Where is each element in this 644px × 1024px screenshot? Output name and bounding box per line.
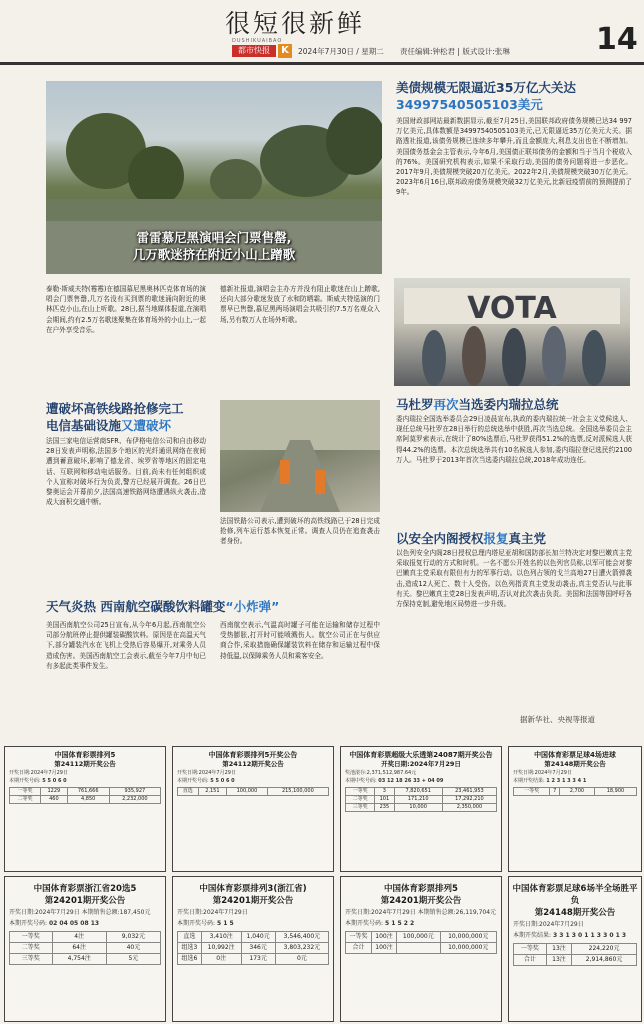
- lottery-notice: [340, 876, 502, 1022]
- lottery-issue: 第24148期开奖公告: [544, 760, 606, 768]
- table-cell: 直选: [178, 788, 199, 796]
- table-cell: 13注: [546, 955, 571, 966]
- table-cell: 一等奖: [10, 788, 41, 796]
- lottery-issue: 第24112期开奖公告: [54, 760, 116, 768]
- table-row: [10, 943, 161, 954]
- winning-numbers: 02 04 05 08 13: [48, 920, 100, 927]
- editor-credits: 责任编辑:钟松君 | 版式设计:张琳: [400, 47, 510, 56]
- lottery-issue: 第24201期开奖公告: [212, 896, 294, 906]
- article-body: 法国三家电信运营商SFR、布伊格电信公司和自由移动28日发表声明称,法国多个地区的光纤通讯网络在夜间遭到蓄意破坏,影响了德龙省、埃罗省等地区的固定电话、互联网和移动电话服务。目前,尚未有任何组织或个人宣称对破坏行为负责,警方已经展开调查。26日巴黎奥运会开幕前夕,法国高速铁路网络遭遇纵火袭击,造成大面积交通中断。: [46, 437, 206, 507]
- table-cell: 4,850: [67, 796, 109, 804]
- lottery-date: 开奖日期:2024年7月29日: [513, 921, 584, 928]
- table-cell: 346元: [241, 943, 275, 954]
- winning-numbers: 03 12 18 26 33 + 04 09: [378, 778, 444, 784]
- table-cell: 3,410注: [201, 932, 241, 943]
- winning-numbers: 5 5 0 6 0: [42, 778, 67, 784]
- article-headline: [46, 598, 382, 615]
- table-cell: 7: [550, 788, 560, 796]
- table-cell: 1229: [41, 788, 68, 796]
- table-cell: 3,803,232元: [275, 943, 328, 954]
- lottery-issue: 第24148期开奖公告: [534, 908, 616, 918]
- table-cell: 2,914,860元: [572, 955, 637, 966]
- headline-text: 真主党: [508, 531, 547, 546]
- article-body: 德新社报道,演唱会主办方并没有阻止歌迷在山上蹭歌,还向大部分歌迷发放了水和防晒霜。斯威夫特巡演的门票早已售罄,慕尼黑两场演唱会共吸引约7.5万名观众入场,另有数万人在场外听歌。: [220, 285, 380, 324]
- table-cell: 10,000,000元: [440, 932, 496, 943]
- headline-line1: 遭破坏高铁线路抢修完工: [46, 401, 184, 416]
- table-cell: 0注: [201, 954, 241, 965]
- table-row: [10, 788, 161, 796]
- winning-numbers: 5 1 5: [216, 920, 234, 927]
- page-number: 14: [596, 22, 638, 57]
- lottery-title: 中国体育彩票浙江省20选5: [33, 884, 137, 894]
- lottery-notice: [4, 746, 166, 872]
- numbers-label: 本期开奖号码:: [177, 920, 216, 927]
- headline-highlight: “小炸弹”: [225, 599, 280, 614]
- table-cell: 一等奖: [10, 932, 53, 943]
- table-row: [178, 932, 329, 943]
- venezuela-rally-photo: [394, 278, 630, 386]
- prize-table: [177, 931, 329, 965]
- headline-text: 天气炎热 西南航空碳酸饮料罐变: [46, 599, 226, 614]
- table-cell: 235: [375, 804, 394, 812]
- headline-text: 当选委内瑞拉总统: [458, 397, 559, 412]
- headline-text: 美债规模无限逼近35万亿大关达: [396, 80, 576, 95]
- lottery-title: 中国体育彩票排列5开奖公告: [208, 751, 298, 759]
- table-cell: 5元: [106, 954, 160, 965]
- lottery-notice: [172, 876, 334, 1022]
- table-cell: [397, 943, 440, 954]
- article-body: 法国铁路公司表示,遭到破坏的高铁线路已于28日完成抢修,列车运行基本恢复正常。调查人员仍在追查袭击者身份。: [220, 517, 380, 546]
- lottery-issue: 第24201期开奖公告: [380, 896, 462, 906]
- brand-label: 都市快报: [232, 45, 276, 57]
- prize-table: [345, 931, 497, 954]
- table-cell: 10,000,000元: [440, 943, 496, 954]
- article-body: 以色列安全内阁28日授权总理内塔尼亚胡和国防部长加兰特决定对黎巴嫩真主党采取报复行动的方式和时机。一名不愿公开姓名的以色列官员称,以军可能会对黎巴嫩真主党采取有限但有力的军事行动。以色列占领的戈兰高地27日遭火箭弹袭击,造成12人死亡、数十人受伤。以色列指责真主党发动袭击,真主党否认与此事有关。黎巴嫩真主党28日发表声明,否认对此次袭击负责。美国和法国等国呼吁各方保持克制,避免地区局势进一步升级。: [396, 549, 632, 609]
- table-row: [10, 954, 161, 965]
- prize-table: [513, 943, 637, 966]
- article-body: 委内瑞拉全国选举委员会29日凌晨宣布,执政的委内瑞拉统一社会主义党候选人、现任总统马杜罗在28日举行的总统选举中获胜,再次当选总统。全国选举委员会主席阿莫罗索表示,在统计了80%选票后,马杜罗获得51.2%的选票,反对派候选人获得44.2%的选票。本次总统选举共有10名候选人参加,委内瑞拉登记选民约2100万人。马杜罗于2013年首次当选委内瑞拉总统,2018年成功连任。: [396, 415, 632, 464]
- table-cell: 2,232,000: [109, 796, 160, 804]
- table-cell: 7,820,651: [394, 788, 442, 796]
- prize-table: [9, 787, 161, 804]
- headline-highlight: 又遭破坏: [121, 418, 172, 433]
- table-cell: 合计: [346, 943, 372, 954]
- table-cell: 100,000: [227, 788, 268, 796]
- table-cell: 173元: [241, 954, 275, 965]
- lottery-date: 奖池滚存:2,371,512,987.64元: [345, 770, 417, 776]
- table-cell: 4注: [52, 932, 106, 943]
- photo-railway-graphic: [220, 400, 380, 512]
- table-cell: 9,032元: [106, 932, 160, 943]
- table-cell: 2,151: [198, 788, 227, 796]
- table-row: [346, 943, 497, 954]
- lottery-issue: 第24112期开奖公告: [222, 760, 284, 768]
- table-cell: 一等奖: [514, 944, 547, 955]
- railway-repair-photo: [220, 400, 380, 512]
- lottery-title: 中国体育彩票排列3(浙江省): [199, 884, 307, 894]
- lottery-title: 中国体育彩票排列5: [54, 751, 116, 759]
- table-cell: 23,461,953: [442, 788, 496, 796]
- numbers-label: 本期开奖号码:: [345, 920, 384, 927]
- article-body: 泰勒·斯威夫特(霉霉)在德国慕尼黑奥林匹克体育场的演唱会门票售罄,几万名没有买到票的歌迷涌向附近的奥林匹克小山,在山上听歌。28日,据当地媒体报道,在演唱会期间,约有2.5万名歌迷聚集在体育场外的小山上,一起在户外享受音乐。: [46, 285, 206, 334]
- table-cell: 直选: [178, 932, 202, 943]
- table-cell: 一等奖: [346, 788, 375, 796]
- table-cell: 18,900: [594, 788, 636, 796]
- headline-line2: 电信基础设施: [46, 418, 122, 433]
- table-row: [346, 788, 497, 796]
- lottery-notice: [172, 746, 334, 872]
- headline-text: 以安全内阁授权: [396, 531, 484, 546]
- article-body: 西南航空表示,气温高时罐子可能在运输和储存过程中受热膨胀,打开时可能喷溅伤人。航空公司正在与供应商合作,采取措施确保罐装饮料在储存和运输过程中保持低温,以保障乘务人员和乘客安全。: [220, 621, 380, 660]
- table-cell: 组选3: [178, 943, 202, 954]
- numbers-label: 本期中奖号码:: [345, 778, 377, 784]
- table-cell: 100注: [371, 943, 396, 954]
- article-body: 美国西南航空公司25日宣布,从今年6月起,西南航空公司部分航班停止提供罐装碳酸饮料。原因是在高温天气下,部分罐装汽水在飞机上受热后容易爆开,对乘务人员造成伤害。美国西南航空工会表示,截至今年7月中旬已有多起此类事件发生。: [46, 621, 206, 670]
- article-headline: [46, 400, 206, 434]
- numbers-label: 本期开奖号码:: [9, 920, 48, 927]
- table-cell: 三等奖: [10, 954, 53, 965]
- photo-crowd-graphic: [394, 278, 630, 386]
- article-headline: [396, 79, 632, 113]
- source-credit: 据新华社、央视等报道: [520, 715, 595, 724]
- table-row: [178, 788, 329, 796]
- headline-highlight: 再次: [433, 397, 459, 412]
- table-row: [346, 932, 497, 943]
- issue-date: 2024年7月30日 / 星期二: [298, 47, 384, 56]
- lottery-date: 开奖日期:2024年7月29日: [9, 770, 68, 776]
- lottery-date: 开奖日期:2024年7月29日 本期销售总额:187,450元: [9, 909, 151, 916]
- header-rule: [0, 62, 644, 65]
- table-cell: 3,546,400元: [275, 932, 328, 943]
- table-row: [346, 804, 497, 812]
- lottery-title: 中国体育彩票足球4场进球: [534, 751, 616, 759]
- prize-table: [513, 787, 637, 796]
- table-cell: 17,292,210: [442, 796, 496, 804]
- table-row: [10, 796, 161, 804]
- prize-table: [345, 787, 497, 812]
- table-cell: 761,666: [67, 788, 109, 796]
- table-row: [10, 932, 161, 943]
- table-cell: 10,000: [394, 804, 442, 812]
- table-cell: 三等奖: [346, 804, 375, 812]
- table-cell: 215,100,000: [267, 788, 328, 796]
- lottery-date: 开奖日期:2024年7月29日: [513, 770, 572, 776]
- table-cell: 460: [41, 796, 68, 804]
- table-row: [178, 954, 329, 965]
- table-cell: 二等奖: [346, 796, 375, 804]
- lottery-title: 中国体育彩票超级大乐透第24087期开奖公告: [349, 751, 493, 759]
- table-cell: 224,220元: [572, 944, 637, 955]
- table-row: [514, 955, 637, 966]
- table-cell: 组选6: [178, 954, 202, 965]
- table-cell: 0元: [275, 954, 328, 965]
- table-cell: 100注: [371, 932, 396, 943]
- table-row: [514, 788, 637, 796]
- table-row: [178, 943, 329, 954]
- concert-hill-photo: [46, 81, 382, 274]
- svg-text:VOTA: VOTA: [467, 291, 557, 326]
- winning-numbers: 5 5 0 6 0: [210, 778, 235, 784]
- table-cell: 100,000元: [397, 932, 440, 943]
- lottery-notice: [4, 876, 166, 1022]
- table-cell: 40元: [106, 943, 160, 954]
- prize-table: [177, 787, 329, 796]
- table-cell: 合计: [514, 955, 547, 966]
- lottery-title: 中国体育彩票排列5: [384, 884, 458, 894]
- table-cell: 4,754注: [52, 954, 106, 965]
- table-cell: 一等奖: [346, 932, 372, 943]
- table-cell: 2,350,000: [442, 804, 496, 812]
- table-cell: 1,040元: [241, 932, 275, 943]
- lottery-notice: [340, 746, 502, 872]
- prize-table: [9, 931, 161, 965]
- lottery-title: 中国体育彩票足球6场半全场胜平负: [512, 884, 638, 906]
- table-cell: 171,210: [394, 796, 442, 804]
- table-cell: 二等奖: [10, 796, 41, 804]
- numbers-label: 本期开奖结果:: [513, 778, 545, 784]
- table-cell: 10,992注: [201, 943, 241, 954]
- photo-caption-line1: 雷雷慕尼黑演唱会门票售罄,: [136, 230, 292, 245]
- table-cell: 101: [375, 796, 394, 804]
- table-cell: 64注: [52, 943, 106, 954]
- photo-caption-line2: 几万歌迷挤在附近小山上蹭歌: [132, 247, 296, 262]
- lottery-issue: 开奖日期:2024年7月29日: [381, 760, 461, 768]
- table-cell: 一等奖: [514, 788, 550, 796]
- lottery-date: 开奖日期:2024年7月29日: [177, 770, 236, 776]
- headline-highlight: 报复: [483, 531, 509, 546]
- table-cell: 2,700: [559, 788, 594, 796]
- numbers-label: 本期开奖号码:: [177, 778, 209, 784]
- brand-pinyin: DUSHIKUAIBAO: [232, 38, 283, 44]
- section-title: 很短很新鲜: [225, 9, 366, 38]
- article-headline: [396, 396, 632, 413]
- table-row: [514, 944, 637, 955]
- headline-text: 马杜罗: [396, 397, 434, 412]
- article-body: 美国财政部网站最新数据显示,截至7月25日,美国联邦政府债务规模已达34 997万亿美元,具体数额是34997540505103美元,已无限逼近35万亿美元大关。据路透社报道,该债务规模已连续多年攀升,而且金额庞大,利息支出也在不断增加。美国债务基金会主管表示,今年6月,美国债正联邦债务的金额和当于当月个税收入的76%。美国研究机构表示,如果不采取行动,美国的债务问题将进一步恶化。2017年9月,美债规模突破20万亿美元。2022年2月,美债规模突破30万亿美元。2023年6月16日,联邦政府债务规模突破32万亿美元,比新冠疫情前的预测提前了9年。: [396, 117, 632, 197]
- brand-logo-icon: K: [278, 44, 292, 58]
- table-cell: 13注: [546, 944, 571, 955]
- lottery-notice: [508, 746, 642, 872]
- lottery-date: 开奖日期:2024年7月29日 本期销售总额:26,119,704元: [345, 909, 497, 916]
- numbers-label: 本期开奖号码:: [9, 778, 41, 784]
- article-headline: [396, 530, 632, 547]
- table-cell: 3: [375, 788, 394, 796]
- photo-caption: [46, 229, 382, 263]
- numbers-label: 本期开奖结果:: [513, 932, 552, 939]
- table-row: [346, 796, 497, 804]
- lottery-notice: [508, 876, 642, 1022]
- winning-numbers: 5 1 5 2 2: [384, 920, 415, 927]
- lottery-issue: 第24201期开奖公告: [44, 896, 126, 906]
- winning-numbers: 1 2 3 1 3 3 4 1: [546, 778, 587, 784]
- headline-number: 34997540505103美元: [396, 97, 543, 112]
- winning-numbers: 3 3 1 3 0 1 1 3 3 0 1 3: [552, 932, 627, 939]
- table-cell: 二等奖: [10, 943, 53, 954]
- lottery-date: 开奖日期:2024年7月29日: [177, 909, 248, 916]
- table-cell: 935,927: [109, 788, 160, 796]
